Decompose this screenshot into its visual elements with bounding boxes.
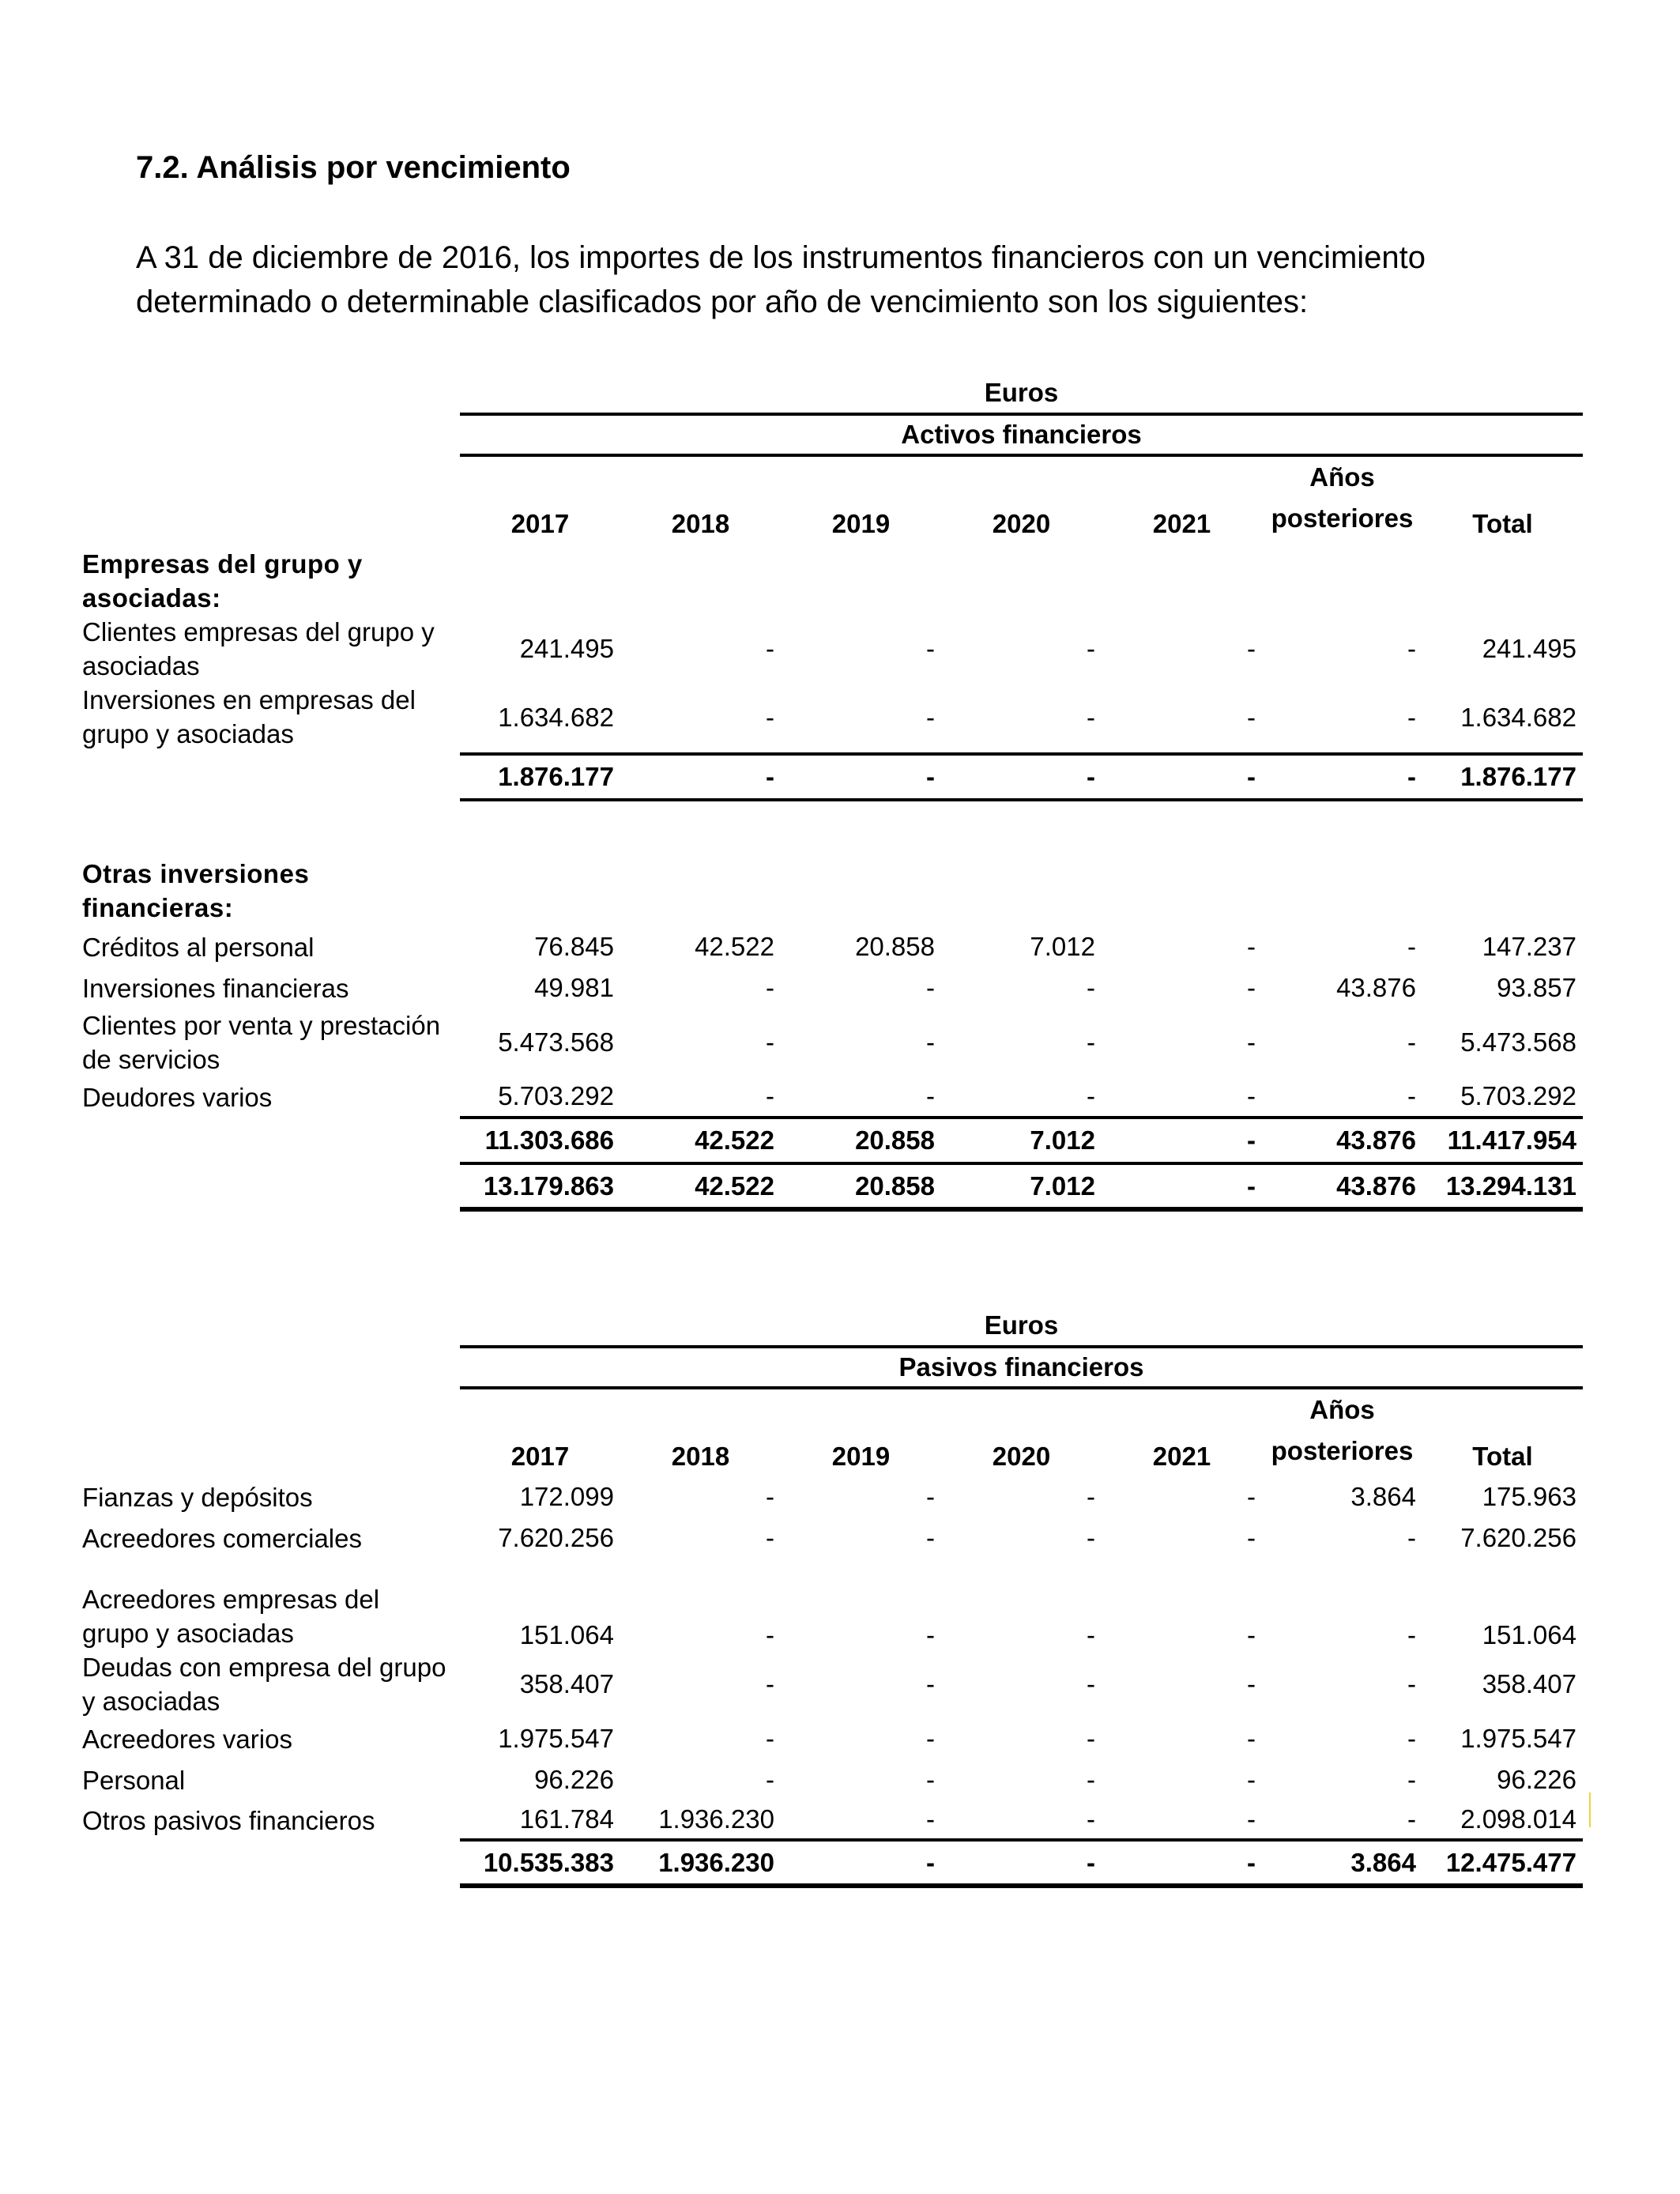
cell: 20.858 bbox=[781, 1163, 941, 1209]
total-row bbox=[82, 1163, 1583, 1209]
table-row bbox=[82, 1559, 1583, 1650]
cell: - bbox=[941, 1800, 1102, 1840]
cell: 43.876 bbox=[1336, 973, 1416, 1002]
cell: - bbox=[1102, 1163, 1262, 1209]
cell: 241.495 bbox=[1482, 634, 1576, 663]
cell: 5.473.568 bbox=[498, 1027, 614, 1057]
cell: 7.620.256 bbox=[1460, 1523, 1576, 1552]
cell: - bbox=[620, 754, 781, 800]
cell: 5.473.568 bbox=[1460, 1027, 1576, 1057]
cell: - bbox=[781, 683, 941, 754]
cell: - bbox=[1102, 1118, 1262, 1163]
intro-paragraph: A 31 de diciembre de 2016, los importes de los instrumentos financieros con un vencimiento determinado o determinable clasificados por año de vencimiento son los siguientes: bbox=[136, 240, 1426, 319]
cell: - bbox=[1262, 1076, 1422, 1118]
col-2017: 2017 bbox=[510, 509, 570, 538]
row-label: Clientes empresas del grupo y asociadas bbox=[82, 617, 435, 680]
col-2018: 2018 bbox=[671, 1442, 730, 1471]
col-2019: 2019 bbox=[831, 509, 891, 538]
pasivos-unit-header: Euros bbox=[460, 1306, 1583, 1347]
row-label: Inversiones en empresas del grupo y asociadas bbox=[82, 685, 416, 748]
cell: 76.845 bbox=[534, 932, 614, 961]
cell: - bbox=[941, 754, 1102, 800]
table-row bbox=[82, 1759, 1583, 1800]
cell: 7.012 bbox=[1030, 932, 1095, 961]
cell: - bbox=[781, 1076, 941, 1118]
row-label: Clientes por venta y prestación de servicios bbox=[82, 1011, 441, 1074]
row-label: Deudas con empresa del grupo y asociadas bbox=[82, 1653, 446, 1716]
row-label: Acreedores empresas del grupo y asociadas bbox=[82, 1585, 380, 1648]
table-row bbox=[82, 1800, 1583, 1840]
cell: - bbox=[1087, 1620, 1095, 1649]
cell: - bbox=[1102, 1800, 1262, 1840]
cell: - bbox=[781, 754, 941, 800]
cell: - bbox=[1247, 634, 1256, 663]
table-row bbox=[82, 683, 1583, 754]
cell: 161.784 bbox=[460, 1800, 620, 1840]
cell: - bbox=[1407, 1669, 1416, 1698]
col-2020: 2020 bbox=[992, 509, 1051, 538]
cell: - bbox=[1087, 1523, 1095, 1552]
row-label: Acreedores varios bbox=[82, 1724, 292, 1754]
row-label: Fianzas y depósitos bbox=[82, 1482, 313, 1512]
col-2021: 2021 bbox=[1152, 1442, 1211, 1471]
cell: - bbox=[781, 1840, 941, 1886]
cell: 43.876 bbox=[1262, 1163, 1422, 1209]
cell: - bbox=[1407, 932, 1416, 961]
cell: - bbox=[926, 973, 935, 1002]
col-anos-posteriores bbox=[1262, 455, 1422, 544]
cell: 147.237 bbox=[1482, 932, 1576, 961]
cell: 358.407 bbox=[519, 1669, 614, 1698]
cell: - bbox=[620, 1076, 781, 1118]
cell: - bbox=[1102, 1076, 1262, 1118]
cell: - bbox=[926, 1523, 935, 1552]
table-row bbox=[82, 967, 1583, 1008]
col-anos-line2: posteriores bbox=[1271, 1436, 1414, 1465]
table-row bbox=[82, 1008, 1583, 1076]
cell: 172.099 bbox=[519, 1482, 614, 1511]
cell: - bbox=[1262, 1800, 1422, 1840]
table-row bbox=[82, 615, 1583, 683]
cell: - bbox=[926, 1620, 935, 1649]
cell: - bbox=[941, 1076, 1102, 1118]
subtotal-row bbox=[82, 754, 1583, 800]
cell: - bbox=[766, 1523, 774, 1552]
row-label: Otros pasivos financieros bbox=[82, 1805, 375, 1835]
cell: - bbox=[1407, 1765, 1416, 1794]
cell: 3.864 bbox=[1350, 1482, 1416, 1511]
activos-title-header: Activos financieros bbox=[460, 414, 1583, 455]
col-2017: 2017 bbox=[510, 1442, 570, 1471]
col-total: Total bbox=[1472, 509, 1533, 538]
cell: - bbox=[1407, 1027, 1416, 1057]
cell: 42.522 bbox=[620, 1118, 781, 1163]
cell: - bbox=[766, 1669, 774, 1698]
cell: - bbox=[926, 1482, 935, 1511]
cell: 43.876 bbox=[1262, 1118, 1422, 1163]
cell: - bbox=[1087, 1027, 1095, 1057]
row-label: Inversiones financieras bbox=[82, 973, 349, 1003]
cell: - bbox=[1247, 932, 1256, 961]
cell: - bbox=[781, 1800, 941, 1840]
activos-unit-header: Euros bbox=[460, 373, 1583, 414]
cell: 93.857 bbox=[1497, 973, 1576, 1002]
cell: - bbox=[1247, 1669, 1256, 1698]
col-anos-line1: Años bbox=[1309, 1395, 1375, 1424]
col-2020: 2020 bbox=[992, 1442, 1051, 1471]
cell: - bbox=[1262, 754, 1422, 800]
cell: - bbox=[1087, 1482, 1095, 1511]
cell: - bbox=[1247, 1027, 1256, 1057]
cell: 10.535.383 bbox=[460, 1840, 620, 1886]
cell: - bbox=[926, 634, 935, 663]
cell: - bbox=[1102, 683, 1262, 754]
cell: 5.703.292 bbox=[460, 1076, 620, 1118]
cell: - bbox=[926, 1669, 935, 1698]
cell: - bbox=[1262, 683, 1422, 754]
table-row bbox=[82, 1076, 1583, 1118]
cell: - bbox=[1407, 1724, 1416, 1753]
section-heading: 7.2. Análisis por vencimiento bbox=[136, 150, 571, 185]
cell: 241.495 bbox=[519, 634, 614, 663]
cell: 1.975.547 bbox=[498, 1724, 614, 1753]
col-total: Total bbox=[1472, 1442, 1533, 1471]
cell: - bbox=[1247, 1482, 1256, 1511]
cell: - bbox=[766, 1027, 774, 1057]
cell: - bbox=[620, 683, 781, 754]
cell: 5.703.292 bbox=[1422, 1076, 1583, 1118]
cell: 2.098.014 bbox=[1422, 1800, 1583, 1840]
cell: - bbox=[766, 973, 774, 1002]
cell: 12.475.477 bbox=[1422, 1840, 1583, 1886]
pasivos-financieros-table bbox=[82, 1306, 1583, 1888]
row-label: Acreedores comerciales bbox=[82, 1523, 362, 1553]
cell: - bbox=[1407, 1620, 1416, 1649]
row-label: Deudores varios bbox=[82, 1082, 273, 1112]
cell: 42.522 bbox=[695, 932, 774, 961]
cell: 3.864 bbox=[1262, 1840, 1422, 1886]
cell: 7.012 bbox=[941, 1163, 1102, 1209]
row-label: Créditos al personal bbox=[82, 932, 315, 962]
subtotal-row bbox=[82, 1118, 1583, 1163]
cell: 151.064 bbox=[519, 1620, 614, 1649]
cell: 1.876.177 bbox=[460, 754, 620, 800]
cell: - bbox=[1102, 754, 1262, 800]
cell: - bbox=[766, 1724, 774, 1753]
table-row bbox=[82, 1517, 1583, 1559]
cell: 1.634.682 bbox=[1422, 683, 1583, 754]
cell: 20.858 bbox=[855, 932, 935, 961]
cell: - bbox=[926, 1724, 935, 1753]
cell: 358.407 bbox=[1482, 1669, 1576, 1698]
row-label: Personal bbox=[82, 1765, 186, 1795]
table-row bbox=[82, 1718, 1583, 1759]
cell: - bbox=[926, 1027, 935, 1057]
cell: 96.226 bbox=[1497, 1765, 1576, 1794]
col-2019: 2019 bbox=[831, 1442, 891, 1471]
col-2021: 2021 bbox=[1152, 509, 1211, 538]
cell: 151.064 bbox=[1482, 1620, 1576, 1649]
group-title: Otras inversiones financieras: bbox=[82, 859, 310, 922]
cell: 49.981 bbox=[534, 973, 614, 1002]
activos-financieros-table bbox=[82, 373, 1583, 1212]
cell: - bbox=[1407, 1523, 1416, 1552]
cell: - bbox=[766, 1482, 774, 1511]
pasivos-title-header: Pasivos financieros bbox=[460, 1347, 1583, 1388]
cell: - bbox=[1087, 1669, 1095, 1698]
cell: 1.876.177 bbox=[1422, 754, 1583, 800]
cell: 1.936.230 bbox=[620, 1840, 781, 1886]
cell: - bbox=[1087, 634, 1095, 663]
cell: - bbox=[1247, 1523, 1256, 1552]
cell: - bbox=[766, 1620, 774, 1649]
table-row bbox=[82, 926, 1583, 967]
cell: - bbox=[1247, 973, 1256, 1002]
cell: - bbox=[926, 1765, 935, 1794]
cell: - bbox=[941, 1840, 1102, 1886]
cell: - bbox=[1407, 634, 1416, 663]
cell: - bbox=[766, 1765, 774, 1794]
cell: 13.294.131 bbox=[1422, 1163, 1583, 1209]
cell: 96.226 bbox=[534, 1765, 614, 1794]
cell: 175.963 bbox=[1482, 1482, 1576, 1511]
cell: - bbox=[1247, 1765, 1256, 1794]
cell: 42.522 bbox=[620, 1163, 781, 1209]
cell: - bbox=[1102, 1840, 1262, 1886]
cell: 1.936.230 bbox=[620, 1800, 781, 1840]
cell: 13.179.863 bbox=[460, 1163, 620, 1209]
cell: 7.620.256 bbox=[498, 1523, 614, 1552]
table-row bbox=[82, 1476, 1583, 1517]
cell: - bbox=[941, 683, 1102, 754]
cell: 20.858 bbox=[781, 1118, 941, 1163]
col-anos-posteriores bbox=[1262, 1388, 1422, 1476]
text-cursor-marker bbox=[1589, 1793, 1591, 1827]
cell: 11.303.686 bbox=[460, 1118, 620, 1163]
col-2018: 2018 bbox=[671, 509, 730, 538]
col-anos-line2: posteriores bbox=[1271, 503, 1414, 533]
cell: 7.012 bbox=[941, 1118, 1102, 1163]
cell: - bbox=[1087, 973, 1095, 1002]
cell: - bbox=[1087, 1724, 1095, 1753]
cell: 11.417.954 bbox=[1422, 1118, 1583, 1163]
total-row bbox=[82, 1840, 1583, 1886]
cell: - bbox=[1087, 1765, 1095, 1794]
cell: 1.634.682 bbox=[460, 683, 620, 754]
table-row bbox=[82, 1650, 1583, 1718]
cell: - bbox=[1247, 1724, 1256, 1753]
cell: 1.975.547 bbox=[1460, 1724, 1576, 1753]
col-anos-line1: Años bbox=[1309, 462, 1375, 492]
group-title: Empresas del grupo y asociadas: bbox=[82, 549, 363, 613]
cell: - bbox=[766, 634, 774, 663]
cell: - bbox=[1247, 1620, 1256, 1649]
